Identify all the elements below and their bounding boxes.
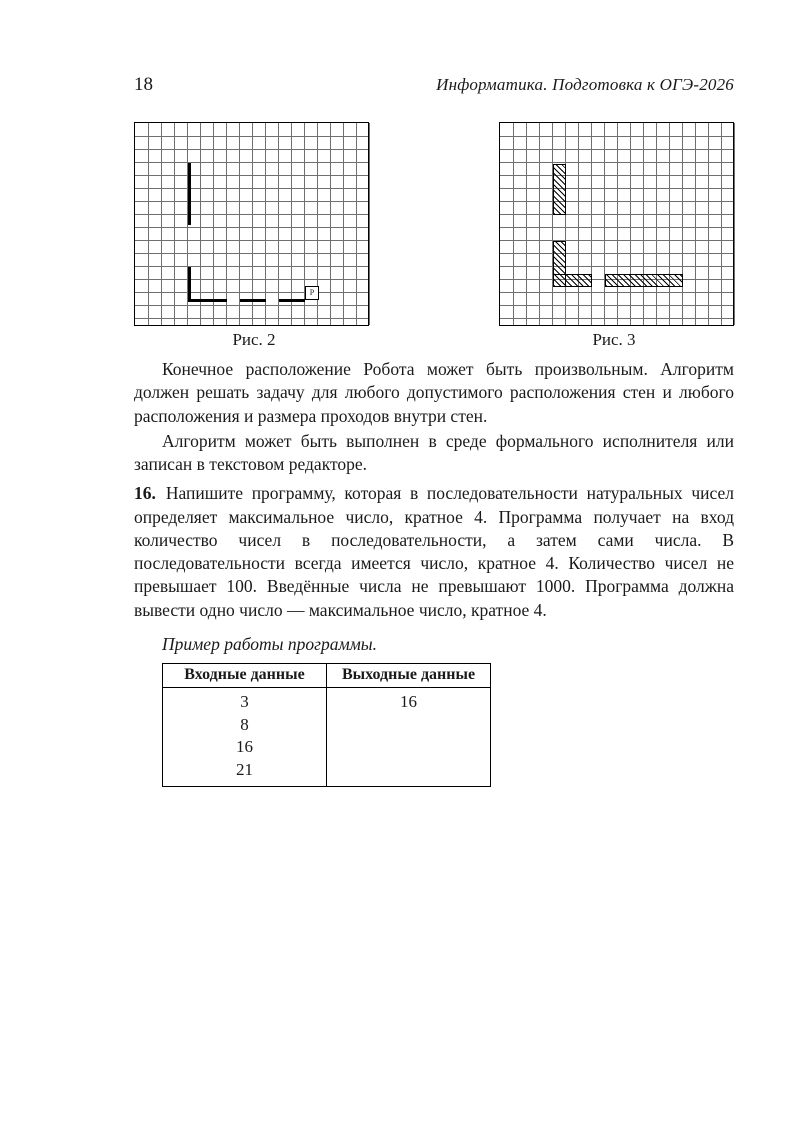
- grid-line: [656, 123, 657, 325]
- grid-line: [539, 123, 540, 325]
- wall-segment: [279, 299, 305, 302]
- figure-3-caption: Рис. 3: [592, 330, 636, 349]
- grid-line: [682, 123, 683, 325]
- example-title: Пример работы программы.: [162, 633, 378, 654]
- wall-segment: [188, 163, 191, 225]
- grid-line: [174, 123, 175, 325]
- page-header: [134, 74, 734, 100]
- value-line: 3: [240, 691, 249, 711]
- task-16: [134, 482, 734, 622]
- grid-line: [604, 123, 605, 325]
- robot-grid-figure-2: [134, 122, 369, 326]
- grid-line: [330, 123, 331, 325]
- hatched-wall-segment: [605, 274, 683, 287]
- grid-line: [369, 123, 370, 325]
- output-values: [327, 688, 490, 719]
- wall-segment: [188, 299, 227, 302]
- output-cell: [327, 687, 491, 786]
- grid-line: [721, 123, 722, 325]
- grid-line: [669, 123, 670, 325]
- grid-line: [630, 123, 631, 325]
- grid-line: [578, 123, 579, 325]
- column-header-output: Выходные данные: [327, 663, 491, 687]
- grid-line: [343, 123, 344, 325]
- paragraph-block: [134, 358, 734, 476]
- grid-line: [161, 123, 162, 325]
- table-row: [163, 687, 491, 786]
- grid-line: [708, 123, 709, 325]
- grid-line: [513, 123, 514, 325]
- input-values: [163, 688, 326, 786]
- figure-3: [499, 122, 734, 326]
- value-line: 8: [240, 714, 249, 734]
- grid-line: [291, 123, 292, 325]
- grid-line: [565, 123, 566, 325]
- hatched-wall-segment: [553, 164, 566, 215]
- grid-line: [591, 123, 592, 325]
- paragraph-1: Конечное расположение Робота может быть произвольным. Алгоритм должен решать задачу для любого допустимого расположения стен и любого расположения и размера проходов внутри стен.: [134, 359, 734, 426]
- grid-line: [226, 123, 227, 325]
- value-line: 16: [236, 737, 253, 757]
- task-text: Напишите программу, которая в последовательности натуральных чисел определяет максимальное число, кратное 4. Программа получает на вход количество чисел в последовательности, а затем сами числа. В последовательности всегда имеется число, кратное 4. Количество чисел не превышает 100. Введённые числа не превышают 1000. Программа должна вывести одно число — максимальное число, кратное 4.: [134, 483, 734, 620]
- hatched-wall-segment: [553, 274, 592, 287]
- grid-line: [239, 123, 240, 325]
- example-table: [162, 663, 491, 787]
- input-cell: [163, 687, 327, 786]
- table-header-row: [163, 663, 491, 687]
- grid-line: [356, 123, 357, 325]
- task-number: 16.: [134, 483, 156, 504]
- figure-2-caption: Рис. 2: [232, 330, 276, 349]
- page-number: 18: [134, 74, 153, 95]
- grid-line: [252, 123, 253, 325]
- figure-captions: [134, 330, 734, 350]
- grid-line: [200, 123, 201, 325]
- grid-line: [552, 123, 553, 325]
- grid-line: [526, 123, 527, 325]
- wall-segment: [240, 299, 266, 302]
- grid-line: [617, 123, 618, 325]
- figures-row: [134, 122, 734, 326]
- paragraph-2: Алгоритм может быть выполнен в среде формального исполнителя или записан в текстовом редакторе.: [134, 430, 734, 475]
- robot-grid-figure-3: [499, 122, 734, 326]
- grid-line: [265, 123, 266, 325]
- grid-line: [643, 123, 644, 325]
- header-title: Информатика. Подготовка к ОГЭ-2026: [436, 75, 734, 94]
- grid-line: [695, 123, 696, 325]
- figure-2: [134, 122, 369, 326]
- page-content: [134, 74, 734, 787]
- grid-line: [278, 123, 279, 325]
- grid-line: [734, 123, 735, 325]
- value-line: 16: [400, 691, 417, 711]
- grid-line: [213, 123, 214, 325]
- wall-segment: [188, 267, 191, 302]
- value-line: 21: [236, 759, 253, 779]
- grid-line: [148, 123, 149, 325]
- robot-marker: Р: [305, 286, 319, 300]
- column-header-input: Входные данные: [163, 663, 327, 687]
